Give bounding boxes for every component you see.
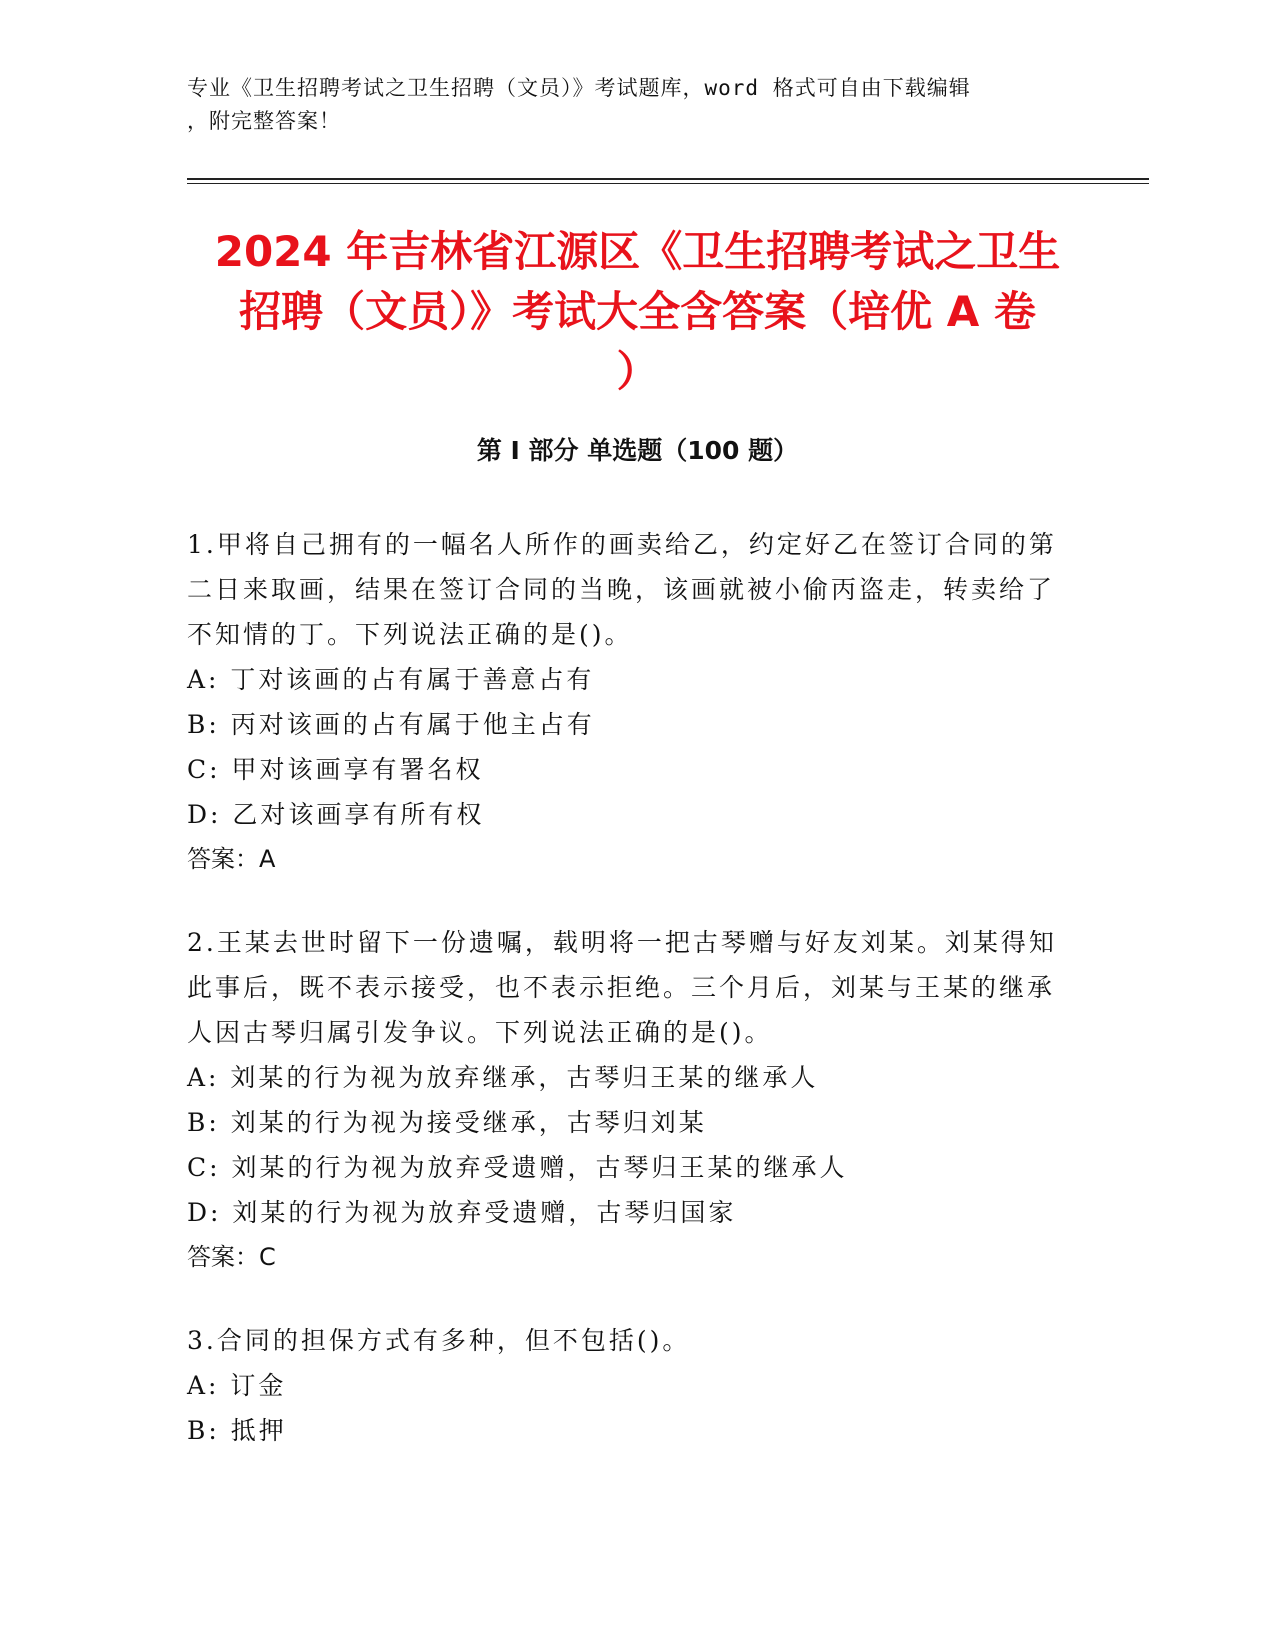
section-title: 第 I 部分 单选题（100 题） (476, 436, 799, 465)
header-note-line-1: 专业《卫生招聘考试之卫生招聘（文员）》考试题库，word 格式可自由下载编辑 (187, 76, 971, 100)
option-a: A: 订金 (187, 1371, 287, 1400)
option-a: A: 丁对该画的占有属于善意占有 (187, 665, 595, 694)
option-c: C: 甲对该画享有署名权 (187, 755, 484, 784)
question-stem: 2.王某去世时留下一份遗嘱，载明将一把古琴赠与好友刘某。刘某得知此事后，既不表示接受，也不表示拒绝。三个月后，刘某与王某的继承人因古琴归属引发争议。下列说法正确的是()。 (187, 928, 1057, 1047)
option-d: D: 乙对该画享有所有权 (187, 800, 485, 829)
question-3 (187, 1318, 1067, 1453)
question-stem: 3.合同的担保方式有多种，但不包括()。 (187, 1326, 691, 1355)
question-list (187, 522, 1067, 1491)
document-title-line-1: 2024 年吉林省江源区《卫生招聘考试之卫生 (214, 227, 1061, 276)
option-c: C: 刘某的行为视为放弃受遗赠，古琴归王某的继承人 (187, 1153, 848, 1182)
document-title-line-2: 招聘（文员）》考试大全含答案（培优 A 卷 (239, 287, 1036, 336)
option-b: B: 抵押 (187, 1416, 287, 1445)
option-d: D: 刘某的行为视为放弃受遗赠，古琴归国家 (187, 1198, 737, 1227)
header-note-line-2: ，附完整答案！ (187, 109, 341, 133)
answer: 答案：C (187, 1243, 276, 1271)
option-b: B: 丙对该画的占有属于他主占有 (187, 710, 595, 739)
document-title (150, 222, 1125, 402)
answer: 答案：A (187, 845, 276, 873)
question-stem: 1.甲将自己拥有的一幅名人所作的画卖给乙，约定好乙在签订合同的第二日来取画，结果在签订合同的当晚，该画就被小偷丙盗走，转卖给了不知情的丁。下列说法正确的是()。 (187, 530, 1057, 649)
option-a: A: 刘某的行为视为放弃继承，古琴归王某的继承人 (187, 1063, 819, 1092)
document-title-line-3: ） (616, 347, 659, 396)
question-2 (187, 920, 1067, 1280)
option-b: B: 刘某的行为视为接受继承，古琴归刘某 (187, 1108, 707, 1137)
header-divider-thin (187, 183, 1149, 184)
question-1 (187, 522, 1067, 882)
header-note (187, 72, 1087, 138)
header-divider-thick (187, 178, 1149, 180)
